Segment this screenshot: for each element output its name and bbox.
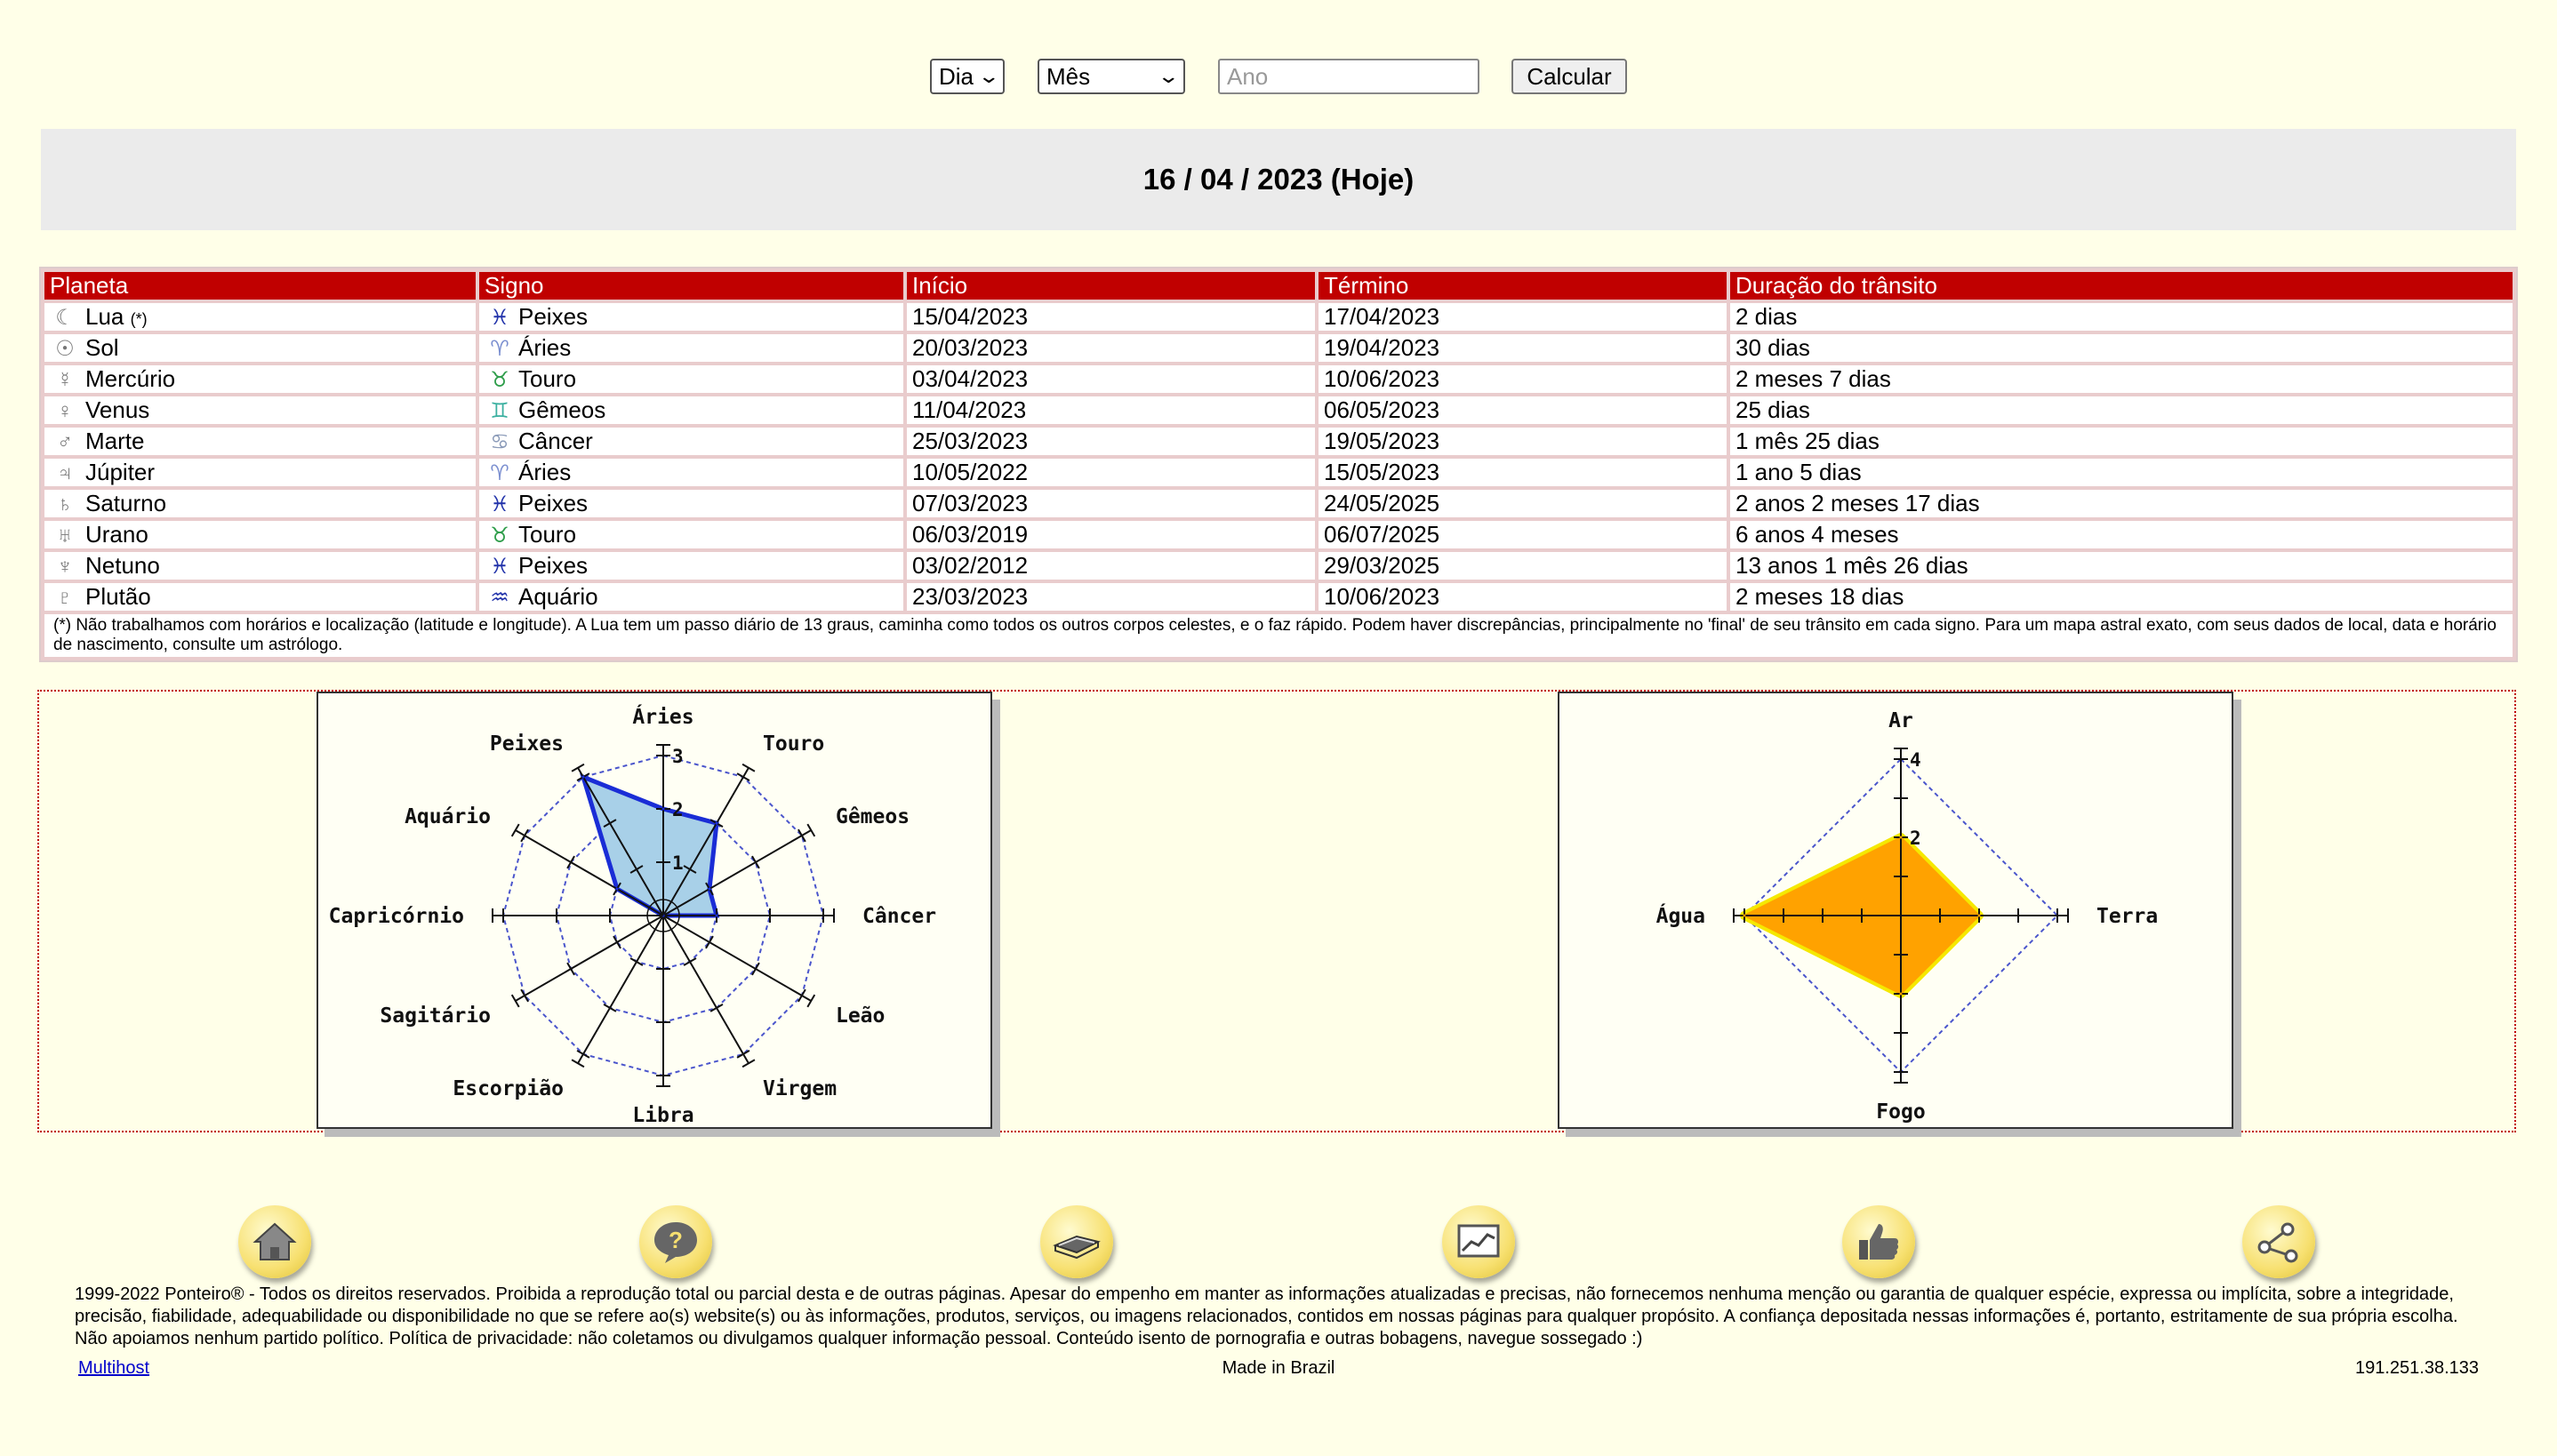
uranus-icon: ♅︎ — [57, 524, 73, 548]
table-header-row — [44, 272, 2513, 300]
sign-cell — [479, 583, 903, 611]
end-cell: 06/05/2023 — [1319, 396, 1727, 424]
axis-label-cancer: Câncer — [862, 905, 937, 928]
calculate-button[interactable]: Calcular — [1511, 59, 1627, 94]
axis-tick — [752, 856, 759, 868]
sun-icon: ☉︎ — [55, 337, 75, 361]
date-heading: 16 / 04 / 2023 (Hoje) — [1142, 163, 1415, 196]
planet-name: Plutão — [85, 583, 151, 610]
table-row — [44, 396, 2513, 424]
tick-label-1: 1 — [672, 852, 684, 874]
start-cell: 15/04/2023 — [907, 303, 1315, 331]
table-row — [44, 552, 2513, 580]
axis-label-escorpiao: Escorpião — [453, 1076, 564, 1100]
end-cell: 19/04/2023 — [1319, 334, 1727, 362]
year-input[interactable] — [1218, 59, 1479, 94]
axis-label-capricornio: Capricórnio — [328, 905, 464, 928]
planet-cell — [44, 396, 476, 424]
table-row — [44, 428, 2513, 455]
month-select-value: Mês — [1046, 62, 1091, 90]
axis-label-fogo: Fogo — [1876, 1100, 1926, 1124]
end-cell: 19/05/2023 — [1319, 428, 1727, 455]
sign-name: Aquário — [518, 583, 598, 610]
axis-tick — [807, 995, 814, 1007]
start-cell: 10/05/2022 — [907, 459, 1315, 486]
cancer-icon: ♋︎ — [490, 430, 509, 454]
sign-name: Peixes — [518, 490, 589, 516]
elements-radar-chart — [1558, 692, 2233, 1129]
axis-tick — [807, 824, 814, 836]
planet-name: Venus — [85, 396, 150, 423]
start-cell: 03/02/2012 — [907, 552, 1315, 580]
table-row — [44, 521, 2513, 548]
mars-icon: ♂︎ — [57, 430, 73, 454]
duration-cell: 2 meses 7 dias — [1730, 365, 2513, 393]
planet-cell — [44, 490, 476, 517]
chevron-down-icon: ⌄ — [1156, 65, 1180, 87]
axis-tick — [521, 989, 528, 1002]
axis-tick — [706, 936, 713, 948]
start-cell: 03/04/2023 — [907, 365, 1315, 393]
duration-cell: 2 anos 2 meses 17 dias — [1730, 490, 2513, 517]
col-end-header: Término — [1319, 272, 1727, 300]
data-point-ar — [1900, 836, 1903, 839]
axis-tick — [737, 1051, 749, 1058]
planet-name: Sol — [85, 334, 119, 361]
planet-cell — [44, 365, 476, 393]
aquarius-icon: ♒︎ — [490, 586, 509, 610]
moon-icon: ☾ — [55, 306, 75, 330]
planet-name: Saturno — [85, 490, 167, 516]
saturn-icon: ♄︎ — [57, 492, 73, 516]
sign-cell — [479, 459, 903, 486]
chart-icon[interactable] — [1442, 1205, 1515, 1278]
end-cell: 10/06/2023 — [1319, 365, 1727, 393]
planet-name: Urano — [85, 521, 148, 548]
planet-cell — [44, 583, 476, 611]
col-start-header: Início — [907, 272, 1315, 300]
sign-name: Peixes — [518, 552, 589, 579]
duration-cell: 6 anos 4 meses — [1730, 521, 2513, 548]
axis-tick — [710, 1004, 723, 1012]
sign-name: Câncer — [518, 428, 593, 454]
axis-label-touro: Touro — [763, 732, 825, 756]
signs-radar-chart — [317, 692, 992, 1129]
planet-cell — [44, 428, 476, 455]
sign-cell — [479, 334, 903, 362]
venus-icon: ♀︎ — [57, 399, 73, 423]
pisces-icon: ♓︎ — [490, 555, 509, 579]
date-heading-band — [41, 129, 2516, 230]
end-cell: 17/04/2023 — [1319, 303, 1727, 331]
moon-note: (*) Não trabalhamos com horários e localização (latitude e longitude). A Lua tem um passo diário de 13 graus, caminha como todos os outros corpos celestes, e o faz rápido. Podem haver discrepâncias, principalmente no 'final' de seu trânsito em cada signo. Para um mapa astral exato, com seus dados de local, data e horário de nascimento, consulte um astrólogo. — [44, 614, 2513, 657]
table-row — [44, 303, 2513, 331]
axis-tick — [798, 829, 806, 842]
axis-label-agua: Água — [1655, 905, 1705, 928]
table-row — [44, 490, 2513, 517]
neptune-icon: ♆︎ — [57, 555, 73, 579]
pisces-icon: ♓︎ — [490, 492, 509, 516]
axis-tick — [572, 764, 584, 772]
planet-name: Lua — [85, 303, 124, 330]
duration-cell: 1 mês 25 dias — [1730, 428, 2513, 455]
data-point-agua — [1743, 915, 1746, 917]
share-icon[interactable] — [2242, 1205, 2315, 1278]
made-in-brazil: Made in Brazil — [1222, 1358, 1335, 1378]
axis-label-libra: Libra — [632, 1104, 694, 1127]
data-point-terra — [1978, 915, 1981, 917]
data-polygon — [583, 777, 717, 916]
duration-cell: 2 meses 18 dias — [1730, 583, 2513, 611]
sign-cell — [479, 490, 903, 517]
duration-cell: 1 ano 5 dias — [1730, 459, 2513, 486]
book-icon[interactable] — [1040, 1205, 1113, 1278]
data-point-cancer — [716, 915, 718, 917]
transit-table — [39, 267, 2518, 662]
sign-name: Áries — [518, 334, 572, 361]
table-note-row — [44, 614, 2513, 657]
jupiter-icon: ♃︎ — [57, 461, 73, 485]
axis-label-gemeos: Gêmeos — [835, 805, 910, 828]
day-select-value: Dia — [939, 62, 974, 90]
moon-note-marker: (*) — [130, 310, 148, 328]
tick-label-4: 4 — [1910, 749, 1921, 771]
sign-name: Peixes — [518, 303, 589, 330]
data-point-fogo — [1900, 993, 1903, 996]
pisces-icon: ♓︎ — [490, 306, 509, 330]
planet-name: Júpiter — [85, 459, 156, 485]
data-point-touro — [716, 822, 718, 825]
table-row — [44, 334, 2513, 362]
mercury-icon: ☿︎ — [57, 368, 73, 392]
year-input-placeholder: Ano — [1227, 62, 1269, 90]
planet-cell — [44, 334, 476, 362]
axis-tick — [684, 958, 696, 965]
signs-radar-svg — [318, 693, 990, 1127]
tick-label-2: 2 — [672, 799, 684, 820]
sign-name: Touro — [518, 521, 577, 548]
end-cell: 10/06/2023 — [1319, 583, 1727, 611]
sign-cell — [479, 396, 903, 424]
end-cell: 24/05/2025 — [1319, 490, 1727, 517]
aries-icon: ♈︎ — [490, 337, 509, 361]
axis-spoke — [578, 916, 663, 1063]
axis-label-ar: Ar — [1888, 709, 1913, 732]
taurus-icon: ♉︎ — [490, 368, 509, 392]
planet-cell — [44, 459, 476, 486]
col-sign-header: Signo — [479, 272, 903, 300]
tick-label-2: 2 — [1910, 828, 1921, 849]
pluto-icon: ♇︎ — [57, 586, 73, 610]
sign-name: Gêmeos — [518, 396, 606, 423]
end-cell: 15/05/2023 — [1319, 459, 1727, 486]
duration-cell: 25 dias — [1730, 396, 2513, 424]
axis-label-peixes: Peixes — [489, 732, 564, 756]
day-select[interactable] — [930, 59, 1005, 94]
tick-label-3: 3 — [672, 746, 684, 767]
charts-panel — [37, 690, 2516, 1132]
table-row — [44, 459, 2513, 486]
axis-tick — [567, 963, 574, 975]
axis-label-aquario: Aquário — [405, 805, 492, 828]
end-cell: 29/03/2025 — [1319, 552, 1727, 580]
axis-tick — [512, 824, 519, 836]
aries-icon: ♈︎ — [490, 461, 509, 485]
axis-tick — [798, 989, 806, 1002]
date-form — [0, 59, 2557, 96]
axis-tick — [737, 773, 749, 780]
start-cell: 23/03/2023 — [907, 583, 1315, 611]
sign-name: Touro — [518, 365, 577, 392]
chevron-down-icon: ⌄ — [977, 65, 1001, 87]
start-cell: 20/03/2023 — [907, 334, 1315, 362]
axis-tick — [604, 1004, 616, 1012]
end-cell: 06/07/2025 — [1319, 521, 1727, 548]
sign-cell — [479, 303, 903, 331]
data-point-gemeos — [708, 888, 710, 891]
axis-label-virgem: Virgem — [763, 1076, 838, 1100]
axis-label-sagitario: Sagitário — [380, 1004, 492, 1028]
axis-tick — [742, 764, 755, 772]
data-point-aquario — [616, 888, 619, 891]
sign-name: Áries — [518, 459, 572, 485]
col-duration-header: Duração do trânsito — [1730, 272, 2513, 300]
home-icon[interactable] — [238, 1205, 311, 1278]
svg-text:?: ? — [669, 1227, 683, 1253]
axis-tick — [752, 963, 759, 975]
axis-label-leao: Leão — [835, 1004, 886, 1028]
start-cell: 25/03/2023 — [907, 428, 1315, 455]
taurus-icon: ♉︎ — [490, 524, 509, 548]
axis-spoke — [663, 916, 811, 1001]
start-cell: 07/03/2023 — [907, 490, 1315, 517]
multihost-link[interactable]: Multihost — [78, 1358, 150, 1378]
axis-tick — [521, 829, 528, 842]
sign-cell — [479, 428, 903, 455]
thumbs-up-icon[interactable] — [1842, 1205, 1915, 1278]
axis-tick — [572, 1060, 584, 1067]
axis-tick — [567, 856, 574, 868]
footer-disclaimer: 1999-2022 Ponteiro® - Todos os direitos reservados. Proibida a reprodução total ou parcial desta e de outras páginas. Apesar do empenho em manter as informações atualizadas e precisas, não fornecemos nenhuma menção ou garantia de qualquer espécie, expressa ou implícita, sobre a integridade, precisão, fiabilidade, adequabilidade ou disponibilidade no que se refere ao(s) website(s) ou às informações, produtos, serviços, ou imagens relacionados, contidos em nossas páginas para qualquer propósito. A confiança depositada nessas informações é, portanto, estritamente de sua própria escolha. Não apoiamos nenhum partido político. Política de privacidade: não coletamos ou divulgamos qualquer informação pessoal. Conteúdo isento de pornografia e outras bobagens, navegue sossegado :) — [75, 1284, 2458, 1348]
duration-cell: 30 dias — [1730, 334, 2513, 362]
axis-label-terra: Terra — [2096, 905, 2159, 928]
start-cell: 11/04/2023 — [907, 396, 1315, 424]
gemini-icon: ♊︎ — [490, 399, 509, 423]
elements-radar-svg — [1559, 693, 2232, 1127]
col-planet-header: Planeta — [44, 272, 476, 300]
data-point-peixes — [582, 776, 585, 779]
axis-tick — [613, 936, 621, 948]
client-ip: 191.251.38.133 — [2354, 1358, 2479, 1378]
axis-tick — [630, 958, 643, 965]
sign-cell — [479, 365, 903, 393]
planet-cell — [44, 552, 476, 580]
planet-cell — [44, 303, 476, 331]
sign-cell — [479, 521, 903, 548]
month-select[interactable] — [1038, 59, 1185, 94]
planet-name: Netuno — [85, 552, 160, 579]
data-point-aries — [662, 808, 665, 811]
table-row — [44, 365, 2513, 393]
planet-cell — [44, 521, 476, 548]
axis-label-aries: Áries — [632, 706, 694, 729]
sign-cell — [479, 552, 903, 580]
planet-name: Marte — [85, 428, 145, 454]
duration-cell: 2 dias — [1730, 303, 2513, 331]
axis-spoke — [516, 916, 663, 1001]
duration-cell: 13 anos 1 mês 26 dias — [1730, 552, 2513, 580]
axis-tick — [742, 1060, 755, 1067]
planet-name: Mercúrio — [85, 365, 176, 392]
axis-tick — [577, 1051, 589, 1058]
start-cell: 06/03/2019 — [907, 521, 1315, 548]
help-icon[interactable] — [639, 1205, 712, 1278]
table-row — [44, 583, 2513, 611]
axis-tick — [512, 995, 519, 1007]
